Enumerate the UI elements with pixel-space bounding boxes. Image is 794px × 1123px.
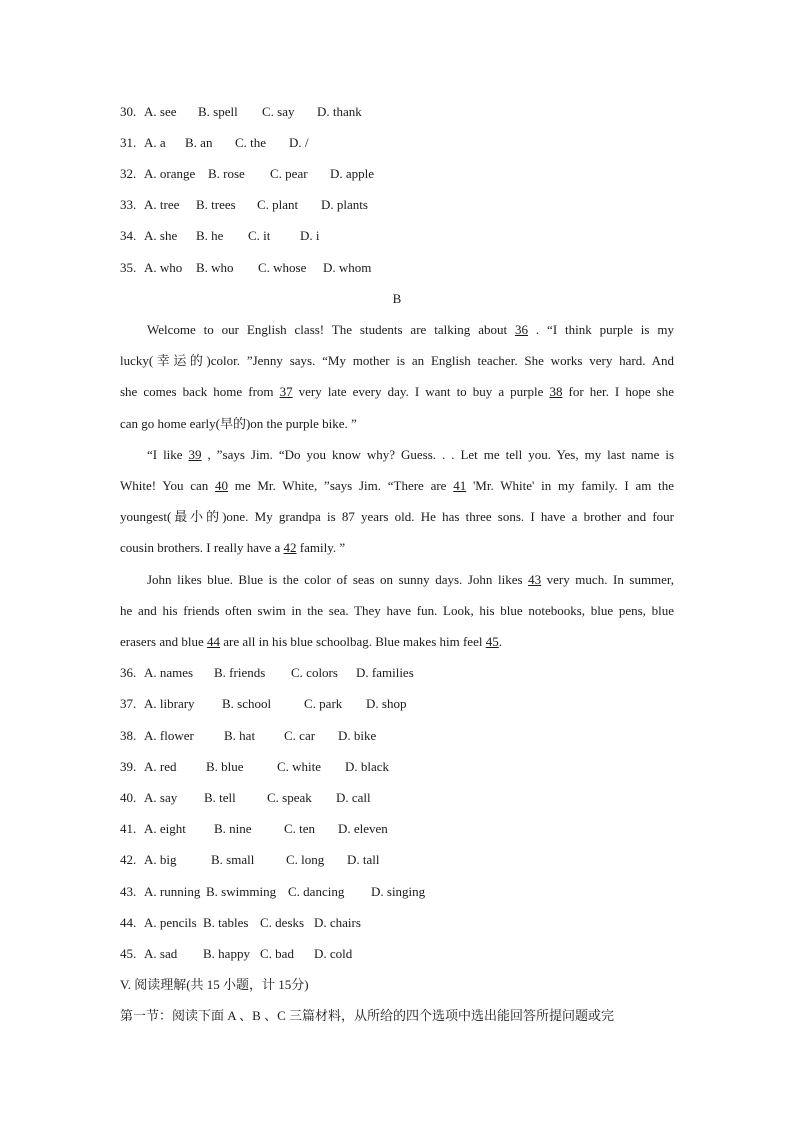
blank-40: 40 <box>214 478 228 493</box>
question-30: 30. A. see B. spell C. say D. thank <box>120 104 362 119</box>
blank-38: 38 <box>549 384 563 399</box>
passage-line: Welcome to our English class! The students are talking about 36 . “I think purple is my <box>147 322 674 337</box>
blank-45: 45 <box>485 634 499 649</box>
passage-line: he and his friends often swim in the sea. They have fun. Look, his blue notebooks, blue pens, blue <box>120 603 674 618</box>
question-31: 31. A. a B. an C. the D. / <box>120 135 309 150</box>
passage-line: she comes back home from 37 very late every day. I want to buy a purple 38 for her. I hope she <box>120 384 674 399</box>
question-39: 39. A. red B. blue C. white D. black <box>120 759 390 774</box>
question-35: 35. A. who B. who C. whose D. whom <box>120 260 372 275</box>
question-34: 34. A. she B. he C. it D. i <box>120 228 320 243</box>
passage-line: cousin brothers. I really have a 42 family. ” <box>120 540 346 555</box>
question-33: 33. A. tree B. trees C. plant D. plants <box>120 197 368 212</box>
section-v-heading: V. 阅读理解(共 15 小题，计 15分) <box>120 977 309 992</box>
blank-36: 36 <box>515 322 528 337</box>
question-41: 41. A. eight B. nine C. ten D. eleven <box>120 821 388 836</box>
blank-43: 43 <box>528 572 542 587</box>
passage-line: lucky(幸运的)color. ”Jenny says. “My mother is an English teacher. She works very hard. And <box>120 353 674 368</box>
passage-line: erasers and blue 44 are all in his blue schoolbag. Blue makes him feel 45. <box>120 634 502 649</box>
passage-line: “I like 39 , ”says Jim. “Do you know why? Guess. . . Let me tell you. Yes, my last name is <box>147 447 674 462</box>
question-38: 38. A. flower B. hat C. car D. bike <box>120 728 377 743</box>
blank-39: 39 <box>188 447 202 462</box>
passage-line: can go home early(早的)on the purple bike. ” <box>120 416 357 431</box>
question-37: 37. A. library B. school C. park D. shop <box>120 696 407 711</box>
blank-44: 44 <box>207 634 220 649</box>
blank-37: 37 <box>279 384 293 399</box>
question-44: 44. A. pencils B. tables C. desks D. chairs <box>120 915 361 930</box>
section-1-instruction: 第一节：阅读下面 A 、B 、C 三篇材料，从所给的四个选项中选出能回答所提问题或完 <box>120 1008 615 1023</box>
passage-line: youngest(最小的)one. My grandpa is 87 years old. He has three sons. I have a brother and four <box>120 509 674 524</box>
section-b-heading: B <box>392 291 402 306</box>
question-32: 32. A. orange B. rose C. pear D. apple <box>120 166 375 181</box>
question-40: 40. A. say B. tell C. speak D. call <box>120 790 371 805</box>
passage-line: John likes blue. Blue is the color of seas on sunny days. John likes 43 very much. In summer, <box>147 572 674 587</box>
blank-42: 42 <box>283 540 297 555</box>
question-45: 45. A. sad B. happy C. bad D. cold <box>120 946 353 961</box>
question-36: 36. A. names B. friends C. colors D. families <box>120 665 414 680</box>
passage-line: White! You can 40 me Mr. White, ”says Jim. “There are 41 'Mr. White' in my family. I am the <box>120 478 674 493</box>
blank-41: 41 <box>453 478 467 493</box>
question-42: 42. A. big B. small C. long D. tall <box>120 852 380 867</box>
question-43: 43. A. running B. swimming C. dancing D. singing <box>120 884 426 899</box>
